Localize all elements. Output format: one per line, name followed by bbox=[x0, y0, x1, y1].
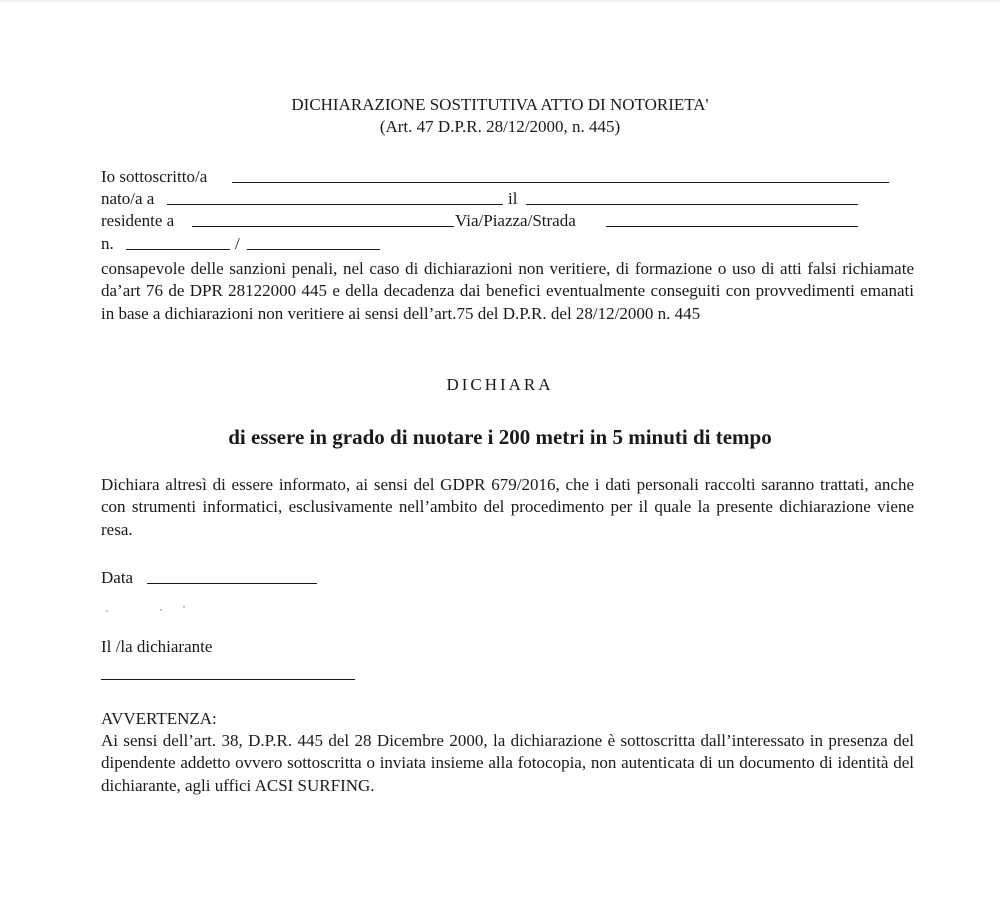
signer-label: Io sottoscritto/a bbox=[101, 167, 208, 186]
scan-edge bbox=[0, 0, 1000, 3]
date-label: Data bbox=[101, 568, 134, 587]
document-title: DICHIARAZIONE SOSTITUTIVA ATTO DI NOTORIETA' bbox=[291, 95, 709, 114]
privacy-paragraph: Dichiara altresì di essere informato, ai sensi del GDPR 679/2016, che i dati personali raccolti saranno trattati, anche con strumenti informatici, esclusivamente nell’ambito del procedimento per il quale la presente dichiarazione viene resa. bbox=[101, 475, 914, 539]
birthdate-field[interactable] bbox=[526, 204, 858, 205]
declaration-statement: di essere in grado di nuotare i 200 metri in 5 minuti di tempo bbox=[228, 425, 772, 449]
scan-speck bbox=[183, 606, 185, 608]
scan-speck bbox=[160, 609, 162, 611]
signature-field[interactable] bbox=[101, 679, 355, 680]
house-number-suffix-field[interactable] bbox=[247, 249, 380, 250]
intro-paragraph: consapevole delle sanzioni penali, nel caso di dichiarazioni non veritiere, di formazione o uso di atti falsi richiamate da’art 76 de DPR 28122000 445 e della decadenza dai benefici eventualmente conseguiti con provvedimenti emanati in base a dichiarazioni non veritiere ai sensi dell’art.75 del D.P.R. del 28/12/2000 n. 445 bbox=[101, 259, 914, 323]
house-number-field[interactable] bbox=[126, 249, 230, 250]
residence-field[interactable] bbox=[192, 226, 454, 227]
born-label: nato/a a bbox=[101, 189, 155, 208]
birthplace-field[interactable] bbox=[167, 204, 503, 205]
street-label: Via/Piazza/Strada bbox=[455, 211, 576, 230]
number-label: n. bbox=[101, 234, 114, 253]
document-subtitle: (Art. 47 D.P.R. 28/12/2000, n. 445) bbox=[379, 117, 621, 136]
scan-speck bbox=[106, 610, 108, 612]
date-field[interactable] bbox=[147, 583, 317, 584]
warning-title: AVVERTENZA: bbox=[101, 709, 217, 728]
signer-name-field[interactable] bbox=[232, 182, 889, 183]
birthdate-label: il bbox=[508, 189, 518, 208]
number-separator: / bbox=[235, 234, 240, 253]
resident-label: residente a bbox=[101, 211, 175, 230]
signature-label: Il /la dichiarante bbox=[101, 637, 213, 656]
street-field[interactable] bbox=[606, 226, 858, 227]
warning-text: Ai sensi dell’art. 38, D.P.R. 445 del 28 Dicembre 2000, la dichiarazione è sottoscritta dall’interessato in presenza del dipendente addetto ovvero sottoscritta o inviata insieme alla fotocopia, non autenticata di un documento di identità del dichiarante, agli uffici ACSI SURFING. bbox=[101, 731, 914, 795]
declares-heading: DICHIARA bbox=[446, 375, 554, 394]
